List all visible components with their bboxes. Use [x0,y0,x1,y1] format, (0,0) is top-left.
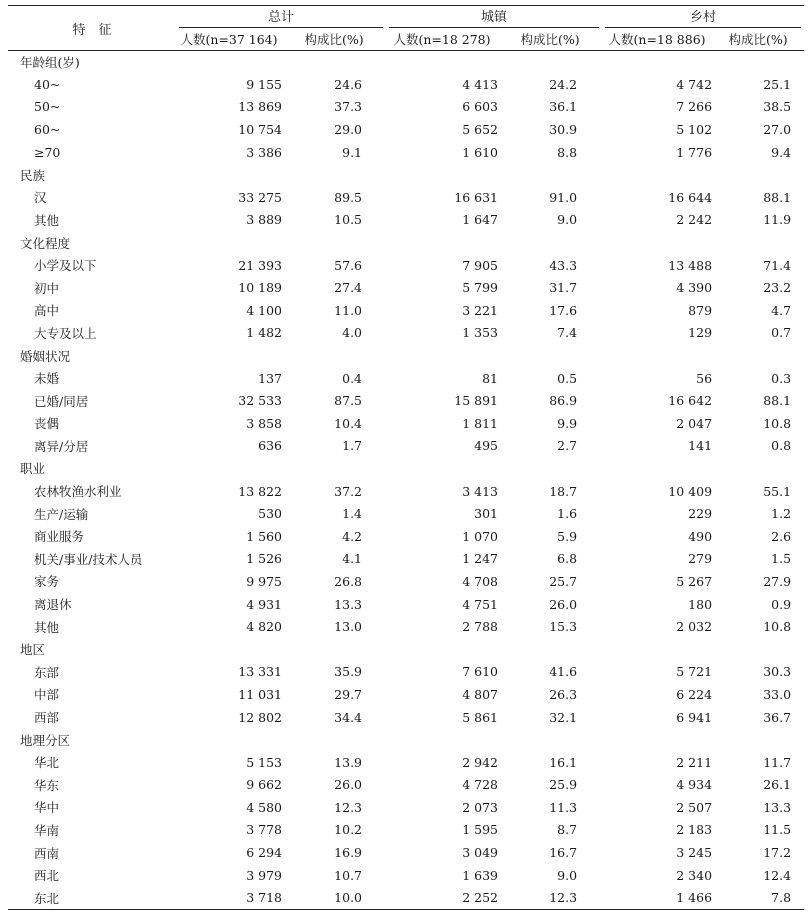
cell-rural-percent: 2.6 [771,528,792,544]
table-row [8,525,804,548]
row-label: 汉 [34,190,47,206]
cell-total-percent: 10.2 [334,822,363,838]
cell-total-count: 3 979 [246,867,282,883]
cell-rural-percent: 25.1 [763,76,792,92]
cell-urban-count: 5 861 [462,709,499,725]
cell-rural-count: 879 [688,302,713,318]
cell-total-count: 9 975 [246,573,282,589]
cell-rural-count: 2 047 [676,415,713,431]
cell-urban-percent: 16.1 [549,754,578,770]
row-label: 40~ [34,76,61,92]
table-row [8,367,804,390]
cell-urban-count: 1 595 [462,822,499,838]
cell-rural-count: 5 102 [676,122,713,138]
row-label: 东部 [34,664,60,680]
cell-total-percent: 37.3 [334,99,363,115]
cell-rural-count: 5 267 [676,573,713,589]
row-label: 离异/分居 [34,438,89,454]
cell-urban-percent: 6.8 [557,551,578,567]
cell-rural-count: 56 [696,370,713,386]
cell-rural-percent: 38.5 [763,99,792,115]
cell-urban-percent: 5.9 [557,528,578,544]
cell-rural-count: 279 [688,551,713,567]
cell-total-percent: 1.7 [342,438,363,454]
row-label: 商业服务 [34,529,85,545]
cell-urban-percent: 25.9 [549,777,578,793]
cell-rural-count: 490 [688,528,713,544]
cell-total-percent: 13.9 [334,754,363,770]
cell-rural-percent: 88.1 [763,189,792,205]
row-label: 机关/事业/技术人员 [34,551,143,567]
table-row [8,886,804,909]
cell-urban-percent: 41.6 [549,664,578,680]
row-label: 初中 [34,280,60,296]
cell-urban-count: 2 788 [462,619,499,635]
cell-total-percent: 4.0 [342,325,363,341]
row-label: 西南 [34,845,60,861]
table-row [8,864,804,887]
table-row [8,209,804,232]
cell-rural-percent: 10.8 [763,619,792,635]
cell-total-percent: 16.9 [334,845,363,861]
cell-total-percent: 26.8 [334,573,363,589]
cell-total-count: 3 778 [246,822,282,838]
table-row [8,774,804,797]
section-title: 地理分区 [20,732,71,748]
row-label: 小学及以下 [34,258,97,274]
cell-urban-count: 5 799 [462,280,499,296]
cell-urban-count: 4 708 [462,573,499,589]
cell-rural-percent: 11.9 [763,212,792,228]
cell-urban-percent: 26.0 [549,596,578,612]
row-label: 西部 [34,710,60,726]
cell-total-count: 32 533 [238,393,282,409]
cell-total-percent: 29.7 [334,686,363,702]
table-row [8,322,804,345]
cell-rural-percent: 10.8 [763,415,792,431]
row-label: 生产/运输 [34,506,89,522]
row-label: ≥70 [34,144,61,160]
cell-total-count: 530 [258,506,282,522]
cell-urban-percent: 9.0 [557,212,578,228]
cell-urban-count: 2 073 [462,799,499,815]
cell-urban-count: 3 413 [462,483,499,499]
cell-urban-count: 5 652 [462,122,499,138]
cell-rural-count: 10 409 [668,483,713,499]
cell-rural-percent: 88.1 [763,393,792,409]
cell-rural-count: 16 644 [668,189,713,205]
row-label: 华南 [34,822,60,838]
row-label: 50~ [34,99,61,115]
cell-rural-count: 2 032 [676,619,713,635]
cell-total-count: 9 662 [246,777,282,793]
cell-urban-percent: 11.3 [549,799,578,815]
cell-total-count: 13 331 [238,664,282,680]
cell-rural-percent: 26.1 [763,777,792,793]
cell-urban-count: 495 [474,438,499,454]
cell-total-count: 5 153 [246,754,282,770]
cell-rural-percent: 55.1 [763,483,792,499]
cell-rural-percent: 9.4 [771,144,792,160]
cell-rural-percent: 7.8 [771,890,792,906]
cell-urban-count: 1 247 [462,551,499,567]
table-row [8,661,804,684]
cell-urban-percent: 86.9 [549,393,578,409]
cell-rural-count: 2 242 [676,212,713,228]
cell-urban-percent: 91.0 [549,189,578,205]
cell-total-count: 12 802 [238,709,282,725]
cell-total-count: 10 754 [238,122,282,138]
cell-total-percent: 9.1 [342,144,363,160]
cell-total-percent: 89.5 [334,189,363,205]
table-row [8,615,804,638]
cell-rural-percent: 0.7 [771,325,792,341]
cell-rural-percent: 17.2 [763,845,792,861]
cell-urban-percent: 18.7 [549,483,578,499]
cell-rural-count: 229 [688,506,713,522]
table-row [8,141,804,164]
cell-total-count: 10 189 [238,280,282,296]
cell-urban-percent: 25.7 [549,573,578,589]
cell-rural-count: 4 390 [676,280,713,296]
cell-total-count: 636 [258,438,282,454]
section-row [8,457,804,480]
cell-rural-count: 13 488 [668,257,713,273]
cell-total-count: 4 931 [246,596,282,612]
cell-rural-percent: 27.0 [763,122,792,138]
table-row [8,593,804,616]
row-label: 家务 [34,574,60,590]
cell-urban-count: 1 353 [462,325,499,341]
table-row [8,435,804,458]
cell-total-count: 137 [258,370,282,386]
row-label: 高中 [34,303,60,319]
cell-urban-percent: 15.3 [549,619,578,635]
cell-urban-count: 7 905 [462,257,499,273]
cell-urban-count: 1 811 [462,415,499,431]
cell-urban-count: 3 049 [462,845,499,861]
cell-urban-percent: 2.7 [557,438,578,454]
cell-total-count: 3 889 [246,212,282,228]
cell-rural-count: 1 776 [676,144,713,160]
cell-total-count: 33 275 [238,189,282,205]
cell-rural-count: 141 [688,438,713,454]
section-row [8,638,804,661]
section-row [8,231,804,254]
subheader-rural-count: 人数(n=18 886) [608,32,706,47]
cell-urban-count: 7 610 [462,664,499,680]
table-row [8,819,804,842]
cell-total-count: 1 560 [246,528,282,544]
cell-rural-count: 180 [688,596,713,612]
cell-rural-percent: 1.2 [771,506,792,522]
cell-urban-count: 301 [474,506,499,522]
cell-urban-percent: 8.7 [557,822,578,838]
cell-total-percent: 10.0 [334,890,363,906]
cell-rural-count: 5 721 [676,664,713,680]
cell-rural-count: 2 340 [676,867,713,883]
cell-total-count: 3 718 [246,890,282,906]
cell-total-percent: 13.3 [334,596,363,612]
table-row [8,276,804,299]
row-label: 其他 [34,212,60,228]
table-row [8,389,804,412]
cell-urban-percent: 30.9 [549,122,578,138]
table-row [8,480,804,503]
table-row [8,299,804,322]
cell-urban-count: 1 647 [462,212,499,228]
cell-total-count: 13 822 [238,483,282,499]
group-header-rural: 乡村 [602,6,804,29]
cell-rural-count: 4 742 [676,76,713,92]
cell-urban-count: 4 807 [462,686,499,702]
cell-total-count: 1 526 [246,551,282,567]
cell-total-percent: 13.0 [334,619,363,635]
cell-rural-count: 129 [688,325,713,341]
table-row [8,683,804,706]
cell-rural-percent: 0.3 [771,370,792,386]
subheader-urban-count: 人数(n=18 278) [393,32,491,47]
subheader-total-percent: 构成比(%) [304,32,364,47]
cell-total-count: 6 294 [246,845,282,861]
cell-total-percent: 27.4 [334,280,363,296]
row-label: 农林牧渔水利业 [34,484,122,500]
cell-total-count: 11 031 [238,686,282,702]
cell-urban-percent: 1.6 [557,506,578,522]
cell-total-percent: 24.6 [334,76,363,92]
cell-urban-percent: 32.1 [549,709,578,725]
cell-total-percent: 34.4 [334,709,363,725]
cell-rural-count: 6 224 [676,686,713,702]
table-row [8,706,804,729]
row-label: 未婚 [34,371,60,387]
row-label: 离退休 [34,597,72,613]
cell-total-percent: 35.9 [334,664,363,680]
cell-urban-count: 3 221 [462,302,499,318]
cell-rural-percent: 11.7 [763,754,792,770]
row-label: 东北 [34,890,60,906]
table-row [8,412,804,435]
cell-urban-count: 4 413 [462,76,499,92]
table-row [8,502,804,525]
cell-total-percent: 87.5 [334,393,363,409]
cell-total-percent: 0.4 [342,370,363,386]
cell-urban-percent: 16.7 [549,845,578,861]
cell-urban-count: 4 728 [462,777,499,793]
row-label: 华东 [34,777,60,793]
cell-urban-count: 4 751 [462,596,499,612]
cell-total-percent: 37.2 [334,483,363,499]
cell-total-percent: 26.0 [334,777,363,793]
row-label: 华中 [34,800,60,816]
demographics-table [8,5,804,910]
cell-total-count: 3 386 [246,144,282,160]
cell-rural-count: 4 934 [676,777,713,793]
cell-total-percent: 12.3 [334,799,363,815]
cell-total-percent: 10.5 [334,212,363,228]
cell-rural-percent: 71.4 [763,257,792,273]
cell-urban-percent: 43.3 [549,257,578,273]
subheader-urban-percent: 构成比(%) [520,32,580,47]
cell-urban-count: 15 891 [454,393,499,409]
cell-urban-percent: 12.3 [549,890,578,906]
table-row [8,73,804,96]
row-label: 华北 [34,755,60,771]
cell-total-percent: 29.0 [334,122,363,138]
cell-urban-count: 1 639 [462,867,499,883]
section-row [8,344,804,367]
cell-rural-count: 6 941 [676,709,713,725]
cell-urban-percent: 26.3 [549,686,578,702]
cell-rural-count: 2 507 [676,799,713,815]
cell-urban-percent: 9.9 [557,415,578,431]
cell-urban-percent: 7.4 [557,325,578,341]
cell-total-count: 4 580 [246,799,282,815]
cell-total-count: 1 482 [246,325,282,341]
cell-urban-count: 1 070 [462,528,499,544]
section-title: 年龄组(岁) [20,55,80,71]
section-title: 民族 [20,167,46,183]
cell-urban-count: 81 [482,370,499,386]
cell-total-count: 21 393 [238,257,282,273]
cell-rural-percent: 30.3 [763,664,792,680]
subheader-total-count: 人数(n=37 164) [180,32,278,47]
section-row [8,51,804,74]
cell-rural-percent: 36.7 [763,709,792,725]
section-title: 文化程度 [20,235,71,251]
cell-total-percent: 4.2 [342,528,363,544]
cell-rural-count: 2 183 [676,822,713,838]
cell-urban-percent: 8.8 [557,144,578,160]
table-row [8,570,804,593]
cell-rural-percent: 33.0 [763,686,792,702]
group-header-total: 总计 [176,6,386,29]
table-row [8,96,804,119]
cell-rural-count: 1 466 [676,890,713,906]
cell-total-percent: 10.7 [334,867,363,883]
section-title: 婚姻状况 [20,348,71,364]
cell-urban-count: 2 252 [462,890,499,906]
cell-total-percent: 11.0 [334,302,363,318]
cell-total-count: 4 820 [246,619,282,635]
cell-total-count: 3 858 [246,415,282,431]
section-title: 职业 [20,461,46,477]
table-body [8,51,804,910]
row-label: 60~ [34,122,61,138]
section-row [8,163,804,186]
cell-total-percent: 57.6 [334,257,363,273]
cell-rural-percent: 0.8 [771,438,792,454]
row-label: 其他 [34,619,60,635]
cell-urban-percent: 0.5 [557,370,578,386]
table-header [8,6,804,51]
cell-rural-percent: 27.9 [763,573,792,589]
cell-rural-percent: 23.2 [763,280,792,296]
cell-total-percent: 4.1 [342,551,363,567]
cell-urban-count: 6 603 [462,99,499,115]
table-row [8,254,804,277]
row-label: 大专及以上 [34,325,97,341]
row-label: 中部 [34,687,60,703]
cell-urban-percent: 9.0 [557,867,578,883]
table-row [8,548,804,571]
cell-rural-percent: 12.4 [763,867,792,883]
cell-rural-percent: 1.5 [771,551,792,567]
cell-rural-count: 2 211 [676,754,713,770]
cell-urban-percent: 24.2 [549,76,578,92]
table-row [8,796,804,819]
cell-rural-percent: 4.7 [771,302,792,318]
cell-rural-count: 16 642 [668,393,713,409]
cell-rural-count: 3 245 [676,845,713,861]
cell-urban-count: 16 631 [454,189,499,205]
cell-rural-percent: 13.3 [763,799,792,815]
cell-rural-percent: 11.5 [763,822,792,838]
table-row [8,118,804,141]
cell-urban-percent: 31.7 [549,280,578,296]
cell-urban-count: 1 610 [462,144,499,160]
table-row [8,841,804,864]
cell-total-percent: 1.4 [342,506,363,522]
cell-rural-count: 7 266 [676,99,713,115]
group-header-urban: 城镇 [386,6,602,29]
cell-total-percent: 10.4 [334,415,363,431]
cell-urban-percent: 36.1 [549,99,578,115]
row-label: 已婚/同居 [34,393,89,409]
table-row [8,186,804,209]
row-label: 西北 [34,868,60,884]
cell-rural-percent: 0.9 [771,596,792,612]
cell-urban-count: 2 942 [462,754,499,770]
cell-urban-percent: 17.6 [549,302,578,318]
cell-total-count: 9 155 [246,76,282,92]
cell-total-count: 4 100 [246,302,282,318]
table-row [8,751,804,774]
section-row [8,728,804,751]
cell-total-count: 13 869 [238,99,282,115]
feature-header: 特 征 [72,22,112,38]
subheader-rural-percent: 构成比(%) [728,32,788,47]
section-title: 地区 [20,642,46,658]
row-label: 丧偶 [34,416,60,432]
